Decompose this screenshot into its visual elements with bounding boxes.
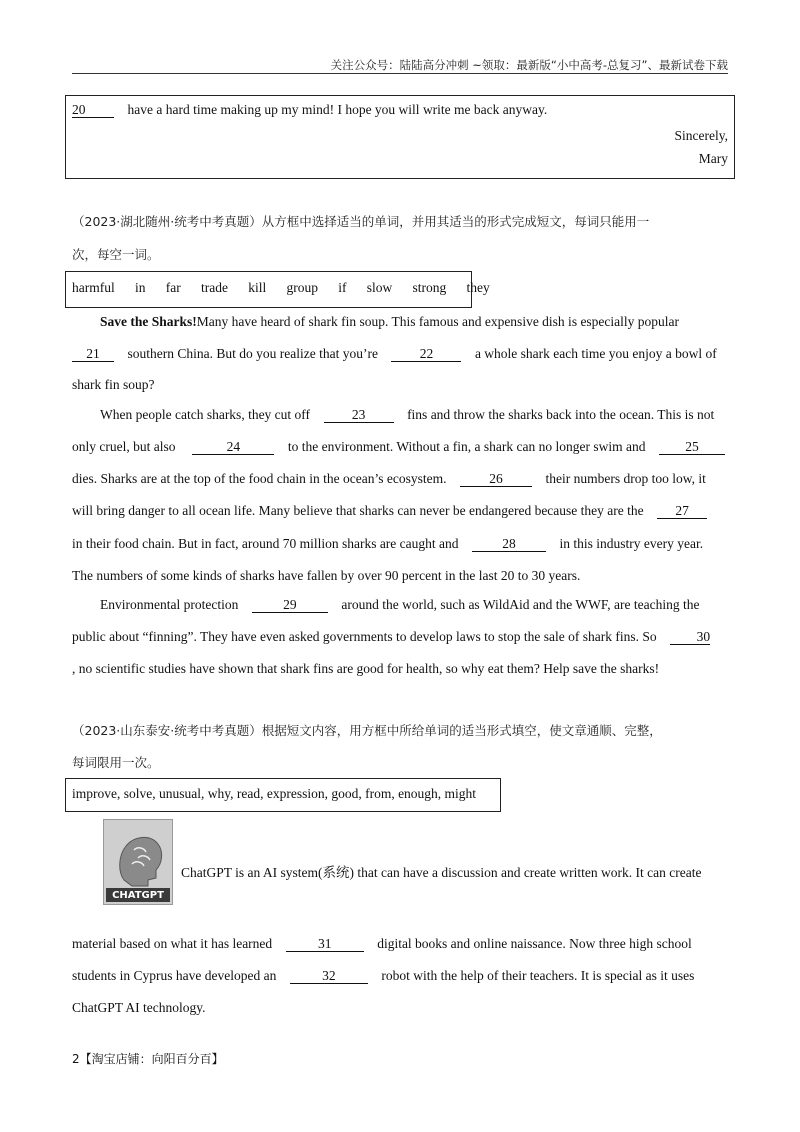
passage-line: will bring danger to all ocean life. Many believe that sharks can never be endangered because they are the 27	[72, 503, 707, 519]
passage-line: in their food chain. But in fact, around 70 million sharks are caught and 28 in this industry every year.	[72, 536, 704, 551]
blank-31: 31	[286, 937, 364, 952]
page-header: 关注公众号：陆陆高分冲刺 ~领取：最新版“小中高考-总复习”、最新试卷下载	[330, 58, 728, 72]
section2-instruction-1: （2023·山东泰安·统考中考真题）根据短文内容，用方框中所给单词的适当形式填空，使文章通顺、完整，	[72, 723, 662, 738]
blank-27: 27	[657, 504, 707, 519]
section1-instruction-2: 次，每空一词。	[72, 247, 160, 262]
blank-20: 20	[72, 103, 114, 118]
passage-line: shark fin soup?	[72, 377, 155, 392]
blank-26: 26	[460, 472, 532, 487]
blank-23: 23	[324, 408, 394, 423]
passage-line: public about “finning”. They have even asked governments to develop laws to stop the sale of shark fins. So 30	[72, 629, 711, 644]
word: kill	[248, 280, 267, 295]
passage-line: material based on what it has learned 31 digital books and online naissance. Now three high school	[72, 936, 692, 951]
passage-title: Save the Sharks!	[100, 314, 197, 329]
word: harmful	[72, 280, 115, 295]
passage-line: When people catch sharks, they cut off 23 fins and throw the sharks back into the ocean. This is not	[100, 407, 715, 422]
letter-closing: Sincerely,	[674, 128, 728, 143]
word-list-2: improve, solve, unusual, why, read, expression, good, from, enough, might	[72, 786, 477, 801]
blank-30: 30	[670, 630, 710, 645]
blank-25: 25	[659, 440, 725, 455]
word: trade	[201, 280, 228, 295]
word: group	[286, 280, 318, 295]
letter-text: have a hard time making up my mind! I hope you will write me back anyway.	[127, 102, 548, 117]
passage-line: Save the Sharks!Many have heard of shark fin soup. This famous and expensive dish is especially popular	[100, 314, 680, 329]
image-caption: CHATGPT	[112, 890, 164, 901]
word: slow	[366, 280, 393, 295]
passage-line: The numbers of some kinds of sharks have fallen by over 90 percent in the last 20 to 30 years.	[72, 568, 581, 583]
word: if	[338, 280, 347, 295]
blank-24: 24	[192, 440, 274, 455]
blank-32: 32	[290, 969, 368, 984]
section2-instruction-2: 每词限用一次。	[72, 755, 160, 770]
word: they	[466, 280, 490, 295]
word: strong	[412, 280, 447, 295]
section1-instruction-1: （2023·湖北随州·统考中考真题）从方框中选择适当的单词，并用其适当的形式完成短文，每词只能用一	[72, 214, 650, 229]
letter-line	[72, 102, 547, 118]
header-rule	[72, 73, 728, 74]
blank-28: 28	[472, 537, 546, 552]
blank-29: 29	[252, 598, 328, 613]
passage-line: , no scientific studies have shown that shark fins are good for health, so why eat them? Help save the sharks!	[72, 661, 660, 676]
word: far	[165, 280, 181, 295]
passage-line: only cruel, but also 24 to the environment. Without a fin, a shark can no longer swim and 25	[72, 439, 725, 455]
page-footer: 2【淘宝店铺：向阳百分百】	[72, 1052, 224, 1066]
passage-line: Environmental protection 29 around the world, such as WildAid and the WWF, are teaching the	[100, 597, 700, 612]
passage-line: dies. Sharks are at the top of the food chain in the ocean’s ecosystem. 26 their numbers drop too low, it	[72, 471, 706, 486]
word: in	[135, 280, 146, 295]
passage-line: ChatGPT is an AI system(系统) that can have a discussion and create written work. It can create	[181, 865, 702, 880]
blank-22: 22	[391, 347, 461, 362]
passage-line: students in Cyprus have developed an 32 robot with the help of their teachers. It is special as it uses	[72, 968, 695, 983]
passage-line: ChatGPT AI technology.	[72, 1000, 206, 1015]
blank-21: 21	[72, 347, 114, 362]
word-list-1	[72, 280, 490, 296]
chatgpt-image	[103, 819, 173, 905]
letter-name: Mary	[698, 151, 728, 166]
passage-line: 21 southern China. But do you realize that you’re 22 a whole shark each time you enjoy a bowl of	[72, 346, 717, 362]
